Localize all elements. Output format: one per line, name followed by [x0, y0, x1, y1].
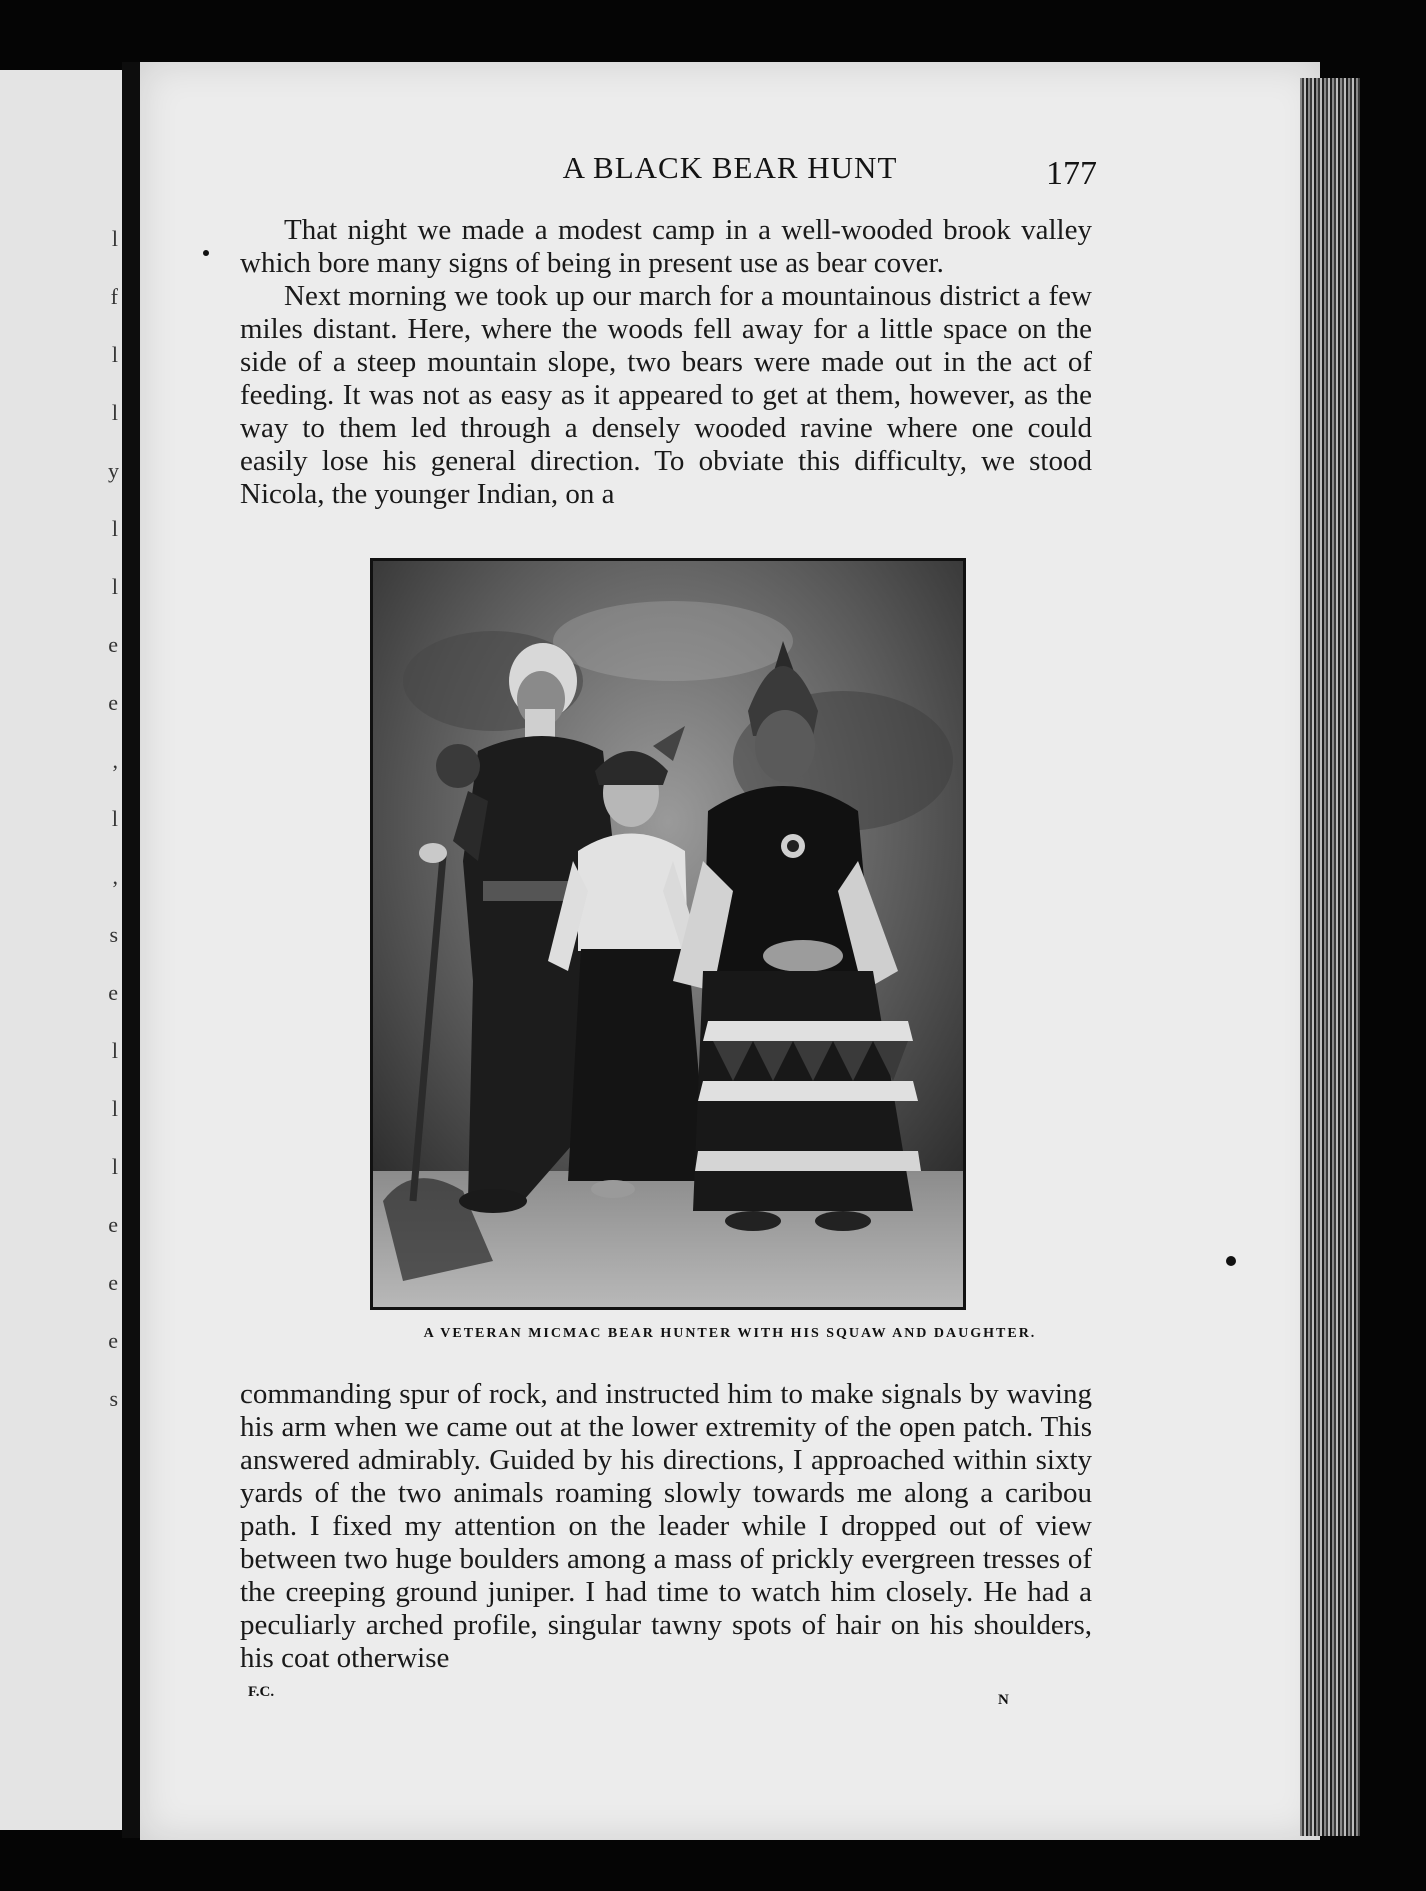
signature-mark: F.C.: [248, 1684, 275, 1700]
facing-page-edge: [0, 70, 122, 1830]
plate-caption: A VETERAN MICMAC BEAR HUNTER WITH HIS SQUAW AND DAUGHTER.: [423, 1326, 1037, 1341]
page-edges: [1300, 78, 1360, 1836]
page-number: 177: [1046, 155, 1097, 192]
photograph-plate: [370, 558, 966, 1310]
speck: [203, 250, 209, 256]
paragraph: That night we made a modest camp in a well-wooded brook valley which bore many signs of being in present use as bear cover.: [240, 214, 1092, 279]
signature-letter: N: [998, 1692, 1009, 1708]
body-text-top: [240, 214, 1092, 511]
paragraph: commanding spur of rock, and instructed him to make signals by waving his arm when we came out at the lower extremity of the open patch. This answered admirably. Guided by his directions, I approached within sixty yards of the two animals roaming slowly towards me along a caribou path. I fixed my attention on the leader while I dropped out of view between two huge boulders among a mass of prickly evergreen tresses of the creeping ground juniper. I had time to watch him closely. He had a peculiarly arched profile, singular tawny spots of hair on his shoulders, his coat otherwise: [240, 1378, 1092, 1674]
body-text-bottom: [240, 1378, 1092, 1675]
paragraph: Next morning we took up our march for a mountainous district a few miles distant. Here, where the woods fell away for a little space on the side of a steep mountain slope, two bears were made out in the act of feeding. It was not as easy as it appeared to get at them, however, as the way to them led through a densely wooded ravine where one could easily lose his general direction. To obviate this difficulty, we stood Nicola, the younger Indian, on a: [240, 280, 1092, 510]
facing-page-text-fragments: l f l l y l l e e , l , s e l l l e e e s: [108, 226, 119, 1411]
book-gutter: [122, 62, 140, 1838]
running-head: A BLACK BEAR HUNT: [562, 150, 898, 185]
family-portrait-photo: [373, 561, 963, 1307]
speck: [1226, 1256, 1236, 1266]
